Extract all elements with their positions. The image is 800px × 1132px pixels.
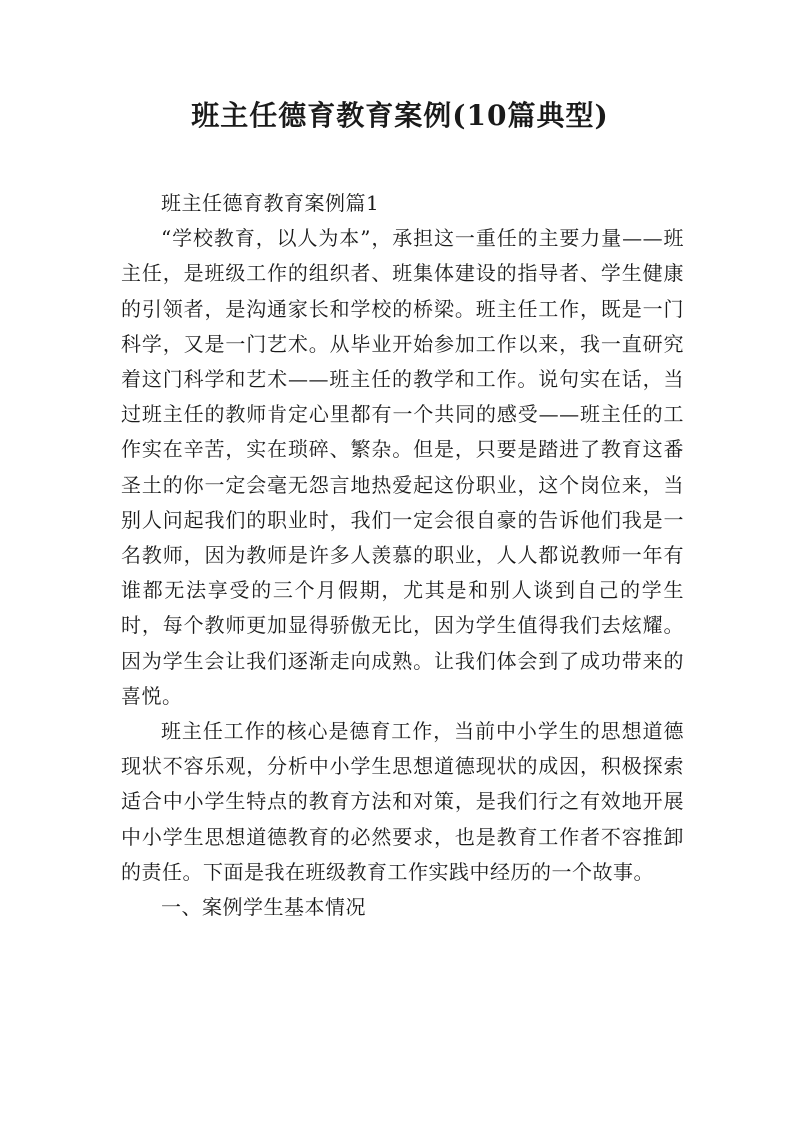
subheading: 一、案例学生基本情况	[161, 895, 366, 920]
document-title: 班主任德育教育案例(10篇典型)	[191, 99, 609, 132]
paragraph-2: 班主任工作的核心是德育工作，当前中小学生的思想道德现状不容乐观，分析中小学生思想道德现状的成因，积极探索适合中小学生特点的教育方法和对策，是我们行之有效地开展中小学生思想道德教育的必然要求，也是教育工作者不容推卸的责任。下面是我在班级教育工作实践中经历的一个故事。	[121, 719, 684, 884]
paragraph-1: “学校教育，以人为本”，承担这一重任的主要力量——班主任，是班级工作的组织者、班集体建设的指导者、学生健康的引领者，是沟通家长和学校的桥梁。班主任工作，既是一门科学，又是一门艺术。从毕业开始参加工作以来，我一直研究着这门科学和艺术——班主任的教学和工作。说句实在话，当过班主任的教师肯定心里都有一个共同的感受——班主任的工作实在辛苦，实在琐碎、繁杂。但是，只要是踏进了教育这番圣土的你一定会毫无怨言地热爱起这份职业，这个岗位来，当别人问起我们的职业时，我们一定会很自豪的告诉他们我是一名教师，因为教师是许多人羡慕的职业，人人都说教师一年有谁都无法享受的三个月假期，尤其是和别人谈到自己的学生时，每个教师更加显得骄傲无比，因为学生值得我们去炫耀。因为学生会让我们逐渐走向成熟。让我们体会到了成功带来的喜悦。	[121, 226, 684, 708]
document-body	[121, 186, 684, 925]
section-heading: 班主任德育教育案例篇1	[161, 191, 380, 215]
